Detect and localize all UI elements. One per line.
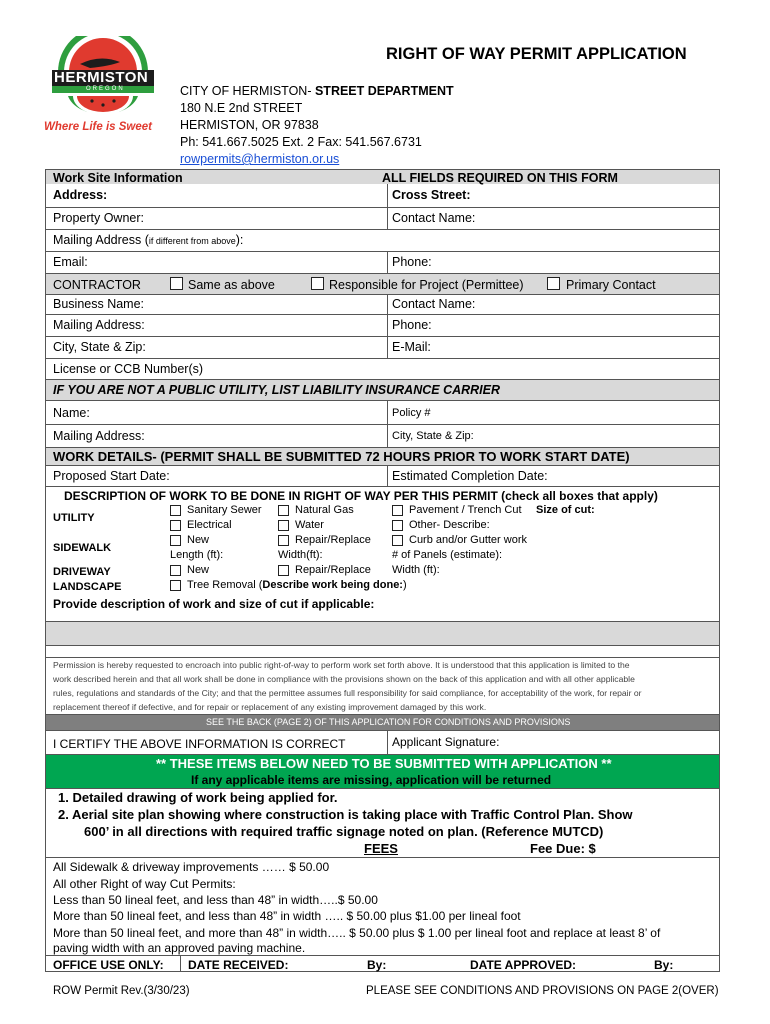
items-heading: ** THESE ITEMS BELOW NEED TO BE SUBMITTED WITH APPLICATION ** — [156, 756, 612, 771]
insurance-mailing-label: Mailing Address: — [53, 429, 145, 443]
driveway-label: DRIVEWAY — [53, 566, 111, 578]
fees-heading: FEES — [364, 841, 398, 856]
insurance-name-label: Name: — [53, 406, 90, 420]
landscape-label: LANDSCAPE — [53, 581, 122, 593]
address-line-2: HERMISTON, OR 97838 — [180, 118, 319, 132]
email-link[interactable]: rowpermits@hermiston.or.us — [180, 152, 340, 166]
size-of-cut-label: Size of cut: — [536, 504, 595, 516]
mailing-address-label: Mailing Address (if different from above): — [53, 233, 244, 247]
fee-line-4: More than 50 lineal feet, and less than 48” in width ….. $ 50.00 plus $1.00 per lineal foot — [53, 909, 521, 923]
driveway-repair-label: Repair/Replace — [295, 564, 371, 576]
see-conditions-note: PLEASE SEE CONDITIONS AND PROVISIONS ON PAGE 2(OVER) — [366, 985, 719, 997]
department-name: STREET DEPARTMENT — [311, 84, 454, 98]
contractor-city-label: City, State & Zip: — [53, 340, 146, 354]
contractor-heading: CONTRACTOR — [53, 278, 141, 292]
primary-contact-label: Primary Contact — [566, 278, 656, 292]
permission-text-4: replacement thereof if defective, and for repair or replacement of any existing improvement damaged by this work. — [53, 702, 487, 712]
insurance-heading: IF YOU ARE NOT A PUBLIC UTILITY, LIST LIABILITY INSURANCE CARRIER — [53, 383, 501, 397]
item-1: 1. Detailed drawing of work being applied for. — [58, 790, 338, 805]
property-owner-label: Property Owner: — [53, 211, 145, 225]
water-label: Water — [295, 519, 324, 531]
fee-line-6: paving width with an approved paving machine. — [53, 941, 306, 955]
policy-label: Policy # — [392, 407, 431, 419]
electrical-label: Electrical — [187, 519, 232, 531]
work-details-heading: WORK DETAILS- (PERMIT SHALL BE SUBMITTED 72 HOURS PRIOR TO WORK START DATE) — [53, 449, 630, 464]
curb-checkbox[interactable] — [392, 535, 403, 546]
contractor-contact-label: Contact Name: — [392, 297, 476, 311]
electrical-checkbox[interactable] — [170, 520, 181, 531]
contractor-phone-label: Phone: — [392, 318, 432, 332]
contractor-email-label: E-Mail: — [392, 340, 431, 354]
water-checkbox[interactable] — [278, 520, 289, 531]
driveway-new-checkbox[interactable] — [170, 565, 181, 576]
natural-gas-label: Natural Gas — [295, 504, 354, 516]
department-prefix: CITY OF HERMISTON- — [180, 84, 312, 98]
utility-label: UTILITY — [53, 512, 95, 524]
cross-street-label: Cross Street: — [392, 188, 471, 202]
phone-label: Phone: — [392, 255, 432, 269]
logo-name: HERMISTON — [54, 69, 149, 86]
address-label: Address: — [53, 188, 108, 202]
panels-label: # of Panels (estimate): — [392, 549, 503, 561]
pavement-label: Pavement / Trench Cut — [409, 504, 522, 516]
sanitary-sewer-label: Sanitary Sewer — [187, 504, 262, 516]
responsible-checkbox[interactable] — [311, 277, 324, 290]
see-back-note: SEE THE BACK (PAGE 2) OF THIS APPLICATION FOR CONDITIONS AND PROVISIONS — [206, 717, 571, 727]
provide-description-label: Provide description of work and size of cut if applicable: — [53, 597, 375, 611]
item-2a: 2. Aerial site plan showing where construction is taking place with Traffic Control Plan. Show — [58, 807, 633, 822]
fee-line-5: More than 50 lineal feet, and more than 48” in width….. $ 50.00 plus $ 1.00 per lineal foot and replace at least 8’ of — [53, 926, 661, 940]
tree-removal-checkbox[interactable] — [170, 580, 181, 591]
permission-text-1: Permission is hereby requested to encroach into public right-of-way to perform work set forth above. It is understood that this application is limited to the — [53, 660, 630, 670]
description-heading: DESCRIPTION OF WORK TO BE DONE IN RIGHT OF WAY PER THIS PERMIT (check all boxes that apply) — [64, 489, 658, 503]
curb-label: Curb and/or Gutter work — [409, 534, 527, 546]
phone-fax: Ph: 541.667.5025 Ext. 2 Fax: 541.567.6731 — [180, 135, 422, 149]
permission-text-3: rules, regulations and standards of the City; and that the permittee assumes full responsibility for said compliance, for acceptability of the work, for repair or — [53, 688, 642, 698]
sidewalk-repair-label: Repair/Replace — [295, 534, 371, 546]
items-subheading: If any applicable items are missing, application will be returned — [191, 773, 552, 787]
insurance-city-label: City, State & Zip: — [392, 430, 474, 442]
primary-contact-checkbox[interactable] — [547, 277, 560, 290]
description-row-bar — [46, 621, 719, 645]
sidewalk-new-label: New — [187, 534, 210, 546]
fee-line-1: All Sidewalk & driveway improvements …… $ 50.00 — [53, 860, 330, 874]
start-date-label: Proposed Start Date: — [53, 469, 170, 483]
driveway-repair-checkbox[interactable] — [278, 565, 289, 576]
date-approved-label: DATE APPROVED: — [470, 958, 577, 972]
required-note: ALL FIELDS REQUIRED ON THIS FORM — [382, 171, 618, 185]
other-checkbox[interactable] — [392, 520, 403, 531]
logo-state: OREGON — [86, 86, 125, 92]
revision-note: ROW Permit Rev.(3/30/23) — [53, 985, 190, 997]
permission-text-2: work described herein and that all work shall be done in compliance with the provisions shown on the back of this application and with all other applicable — [53, 674, 635, 684]
other-label: Other- Describe: — [409, 519, 490, 531]
fee-line-2: All other Right of way Cut Permits: — [53, 877, 236, 891]
certify-label: I CERTIFY THE ABOVE INFORMATION IS CORRECT — [53, 737, 346, 751]
email-label: Email: — [53, 255, 88, 269]
natural-gas-checkbox[interactable] — [278, 505, 289, 516]
address-line-1: 180 N.E 2nd STREET — [180, 101, 303, 115]
completion-date-label: Estimated Completion Date: — [392, 469, 548, 483]
signature-label: Applicant Signature: — [392, 735, 500, 749]
logo-tagline: Where Life is Sweet — [44, 121, 153, 133]
worksite-heading: Work Site Information — [53, 171, 183, 185]
same-as-above-checkbox[interactable] — [170, 277, 183, 290]
license-label: License or CCB Number(s) — [53, 362, 204, 376]
office-use-label: OFFICE USE ONLY: — [53, 958, 164, 972]
width-label-1: Width(ft): — [278, 549, 323, 561]
page-title: RIGHT OF WAY PERMIT APPLICATION — [386, 45, 687, 63]
sanitary-sewer-checkbox[interactable] — [170, 505, 181, 516]
business-name-label: Business Name: — [53, 297, 145, 311]
contractor-mailing-label: Mailing Address: — [53, 318, 145, 332]
approved-by-label: By: — [654, 958, 674, 972]
sidewalk-label: SIDEWALK — [53, 542, 112, 554]
driveway-new-label: New — [187, 564, 210, 576]
sidewalk-new-checkbox[interactable] — [170, 535, 181, 546]
same-as-above-label: Same as above — [188, 278, 275, 292]
fee-due-label: Fee Due: $ — [530, 841, 596, 856]
sidewalk-repair-checkbox[interactable] — [278, 535, 289, 546]
width-label-2: Width (ft): — [392, 564, 440, 576]
city-logo — [40, 36, 166, 136]
tree-removal-label: Tree Removal (Describe work being done:) — [187, 579, 407, 591]
responsible-label: Responsible for Project (Permittee) — [329, 278, 524, 292]
date-received-label: DATE RECEIVED: — [188, 958, 289, 972]
item-2b: 600’ in all directions with required traffic signage noted on plan. (Reference MUTCD) — [84, 824, 604, 839]
contact-name-label: Contact Name: — [392, 211, 476, 225]
fee-line-3: Less than 50 lineal feet, and less than 48” in width…..$ 50.00 — [53, 893, 378, 907]
pavement-checkbox[interactable] — [392, 505, 403, 516]
received-by-label: By: — [367, 958, 387, 972]
department-line — [180, 84, 454, 98]
length-label: Length (ft): — [170, 549, 224, 561]
